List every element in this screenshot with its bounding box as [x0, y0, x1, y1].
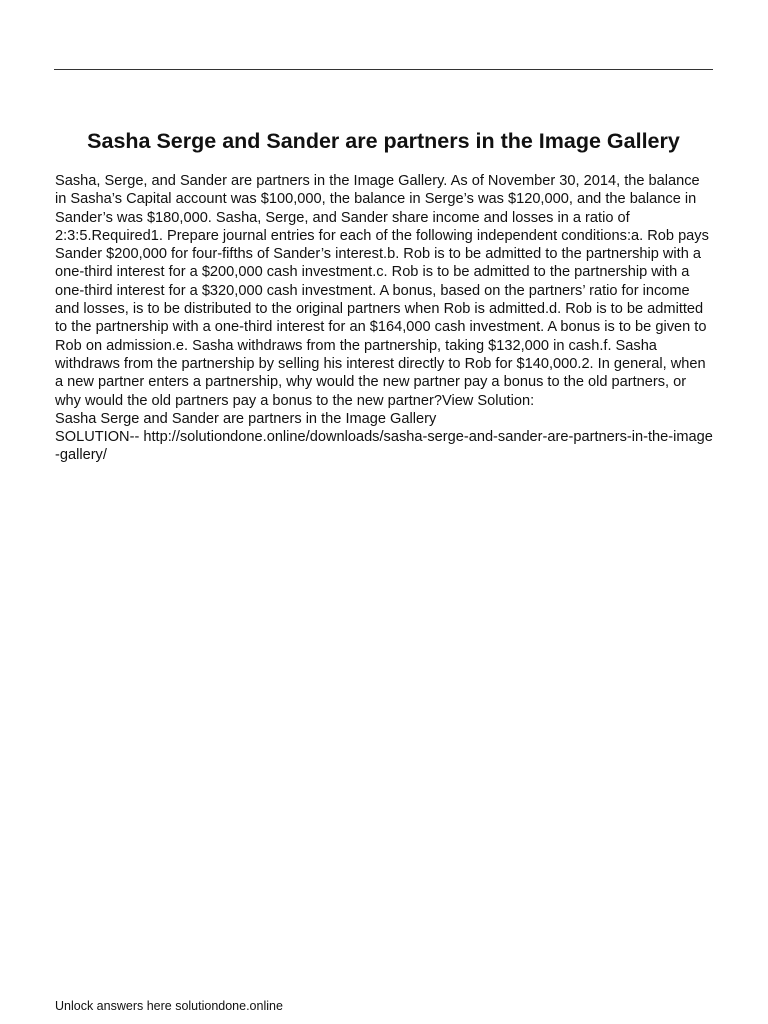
- solution-link[interactable]: SOLUTION-- http://solutiondone.online/downloads/sasha-serge-and-sander-are-partners-in-the-image-gallery/: [55, 429, 713, 464]
- solution-title: Sasha Serge and Sander are partners in the Image Gallery: [55, 410, 437, 427]
- footer-text[interactable]: Unlock answers here solutiondone.online: [55, 999, 283, 1013]
- page-title: Sasha Serge and Sander are partners in the Image Gallery: [87, 129, 680, 153]
- document-body: [55, 172, 715, 465]
- problem-text: Sasha, Serge, and Sander are partners in the Image Gallery. As of November 30, 2014, the balance in Sasha’s Capital account was $100,000, the balance in Serge’s was $120,000, and the balance in Sander’s was $180,000. Sasha, Serge, and Sander share income and losses in a ratio of 2:3:5.Required1. Prepare journal entries for each of the following independent conditions:a. Rob pays Sander $200,000 for four-fifths of Sander’s interest.b. Rob is to be admitted to the partnership with a one-third interest for a $200,000 cash investment.c. Rob is to be admitted to the partnership with a one-third interest for a $320,000 cash investment. A bonus, based on the partners’ ratio for income and losses, is to be distributed to the original partners when Rob is admitted.d. Rob is to be admitted to the partnership with a one-third interest for an $164,000 cash investment. A bonus is to be given to Rob on admission.e. Sasha withdraws from the partnership, taking $132,000 in cash.f. Sasha withdraws from the partnership by selling his interest directly to Rob for $140,000.2. In general, when a new partner enters a partnership, why would the new partner pay a bonus to the old partners, or why would the old partners pay a bonus to the new partner?View Solution:: [55, 173, 709, 409]
- top-divider: [54, 69, 713, 70]
